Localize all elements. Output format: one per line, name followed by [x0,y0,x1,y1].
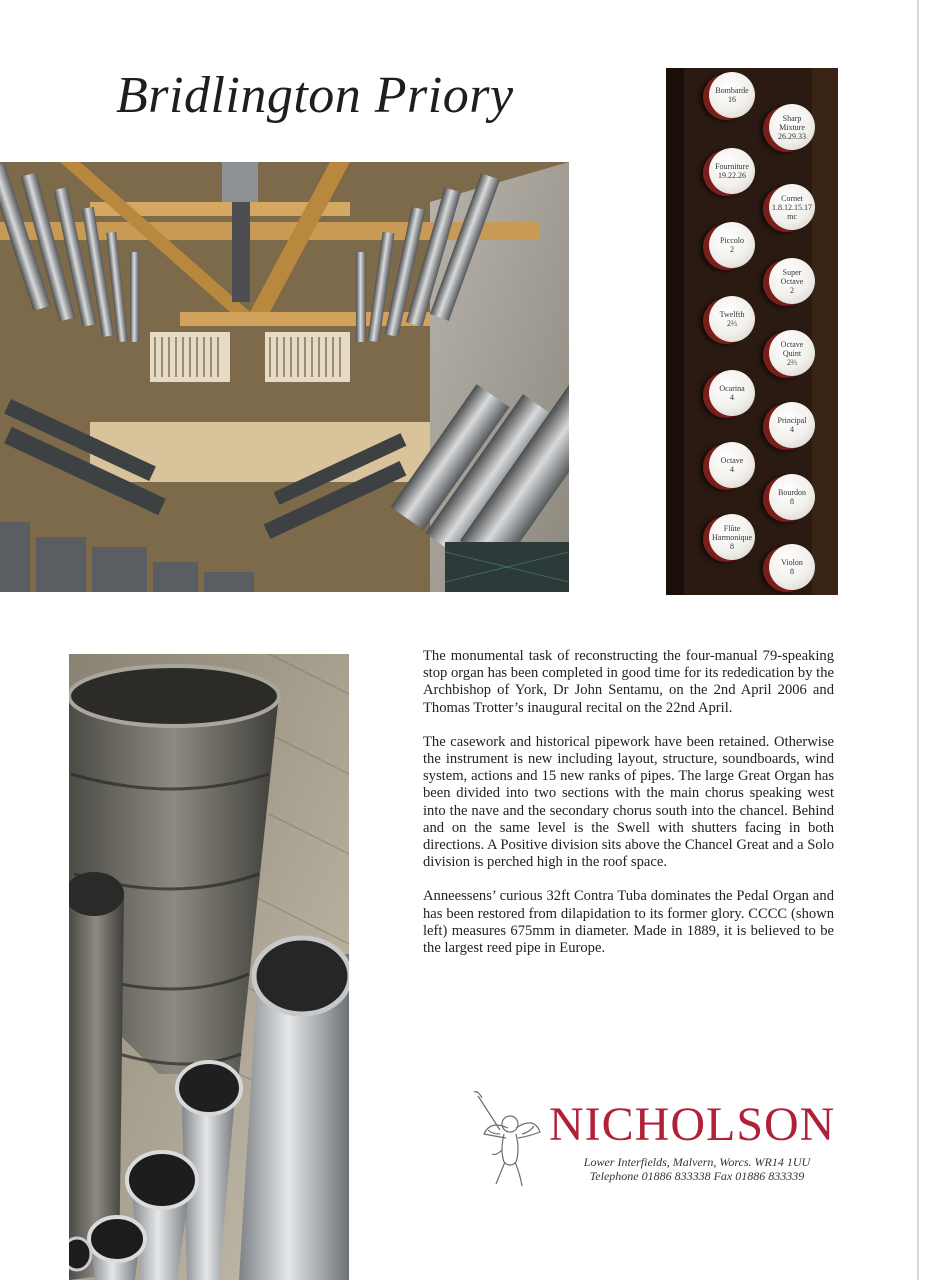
paragraph-3: Anneessens’ curious 32ft Contra Tuba dominates the Pedal Organ and has been restored from dilapidation to its former glory. CCCC (shown left) measures 675mm in diameter. Made in 1889, it is believed to be the largest reed pipe in Europe. [423,888,834,957]
contra-tuba-pipes-photo [69,654,349,1280]
paragraph-2: The casework and historical pipework have been retained. Otherwise the instrument is new including layout, structure, soundboards, wind system, actions and 15 new ranks of pipes. The large Great Organ has been divided into two sections with the main chorus speaking west into the nave and the secondary chorus south into the chancel. Behind and on the same level is the Swell with shutters facing in both directions. A Positive division sits above the Chancel Great and a Solo division is perched high in the roof space. [423,733,834,871]
stop-knob: Flûte Harmonique 8 [709,514,755,560]
stop-knob: Super Octave 2 [769,258,815,304]
phone-line: Telephone 01886 833338 Fax 01886 833339 [589,1169,805,1183]
article-body [423,648,834,974]
stop-knob: Octave 4 [709,442,755,488]
stop-knob: Cornet 1.8.12.15.17 mc [769,184,815,230]
nicholson-logo-text: NICHOLSON [549,1098,836,1151]
stop-knob: Bourdon 8 [769,474,815,520]
stop-knobs-photo [666,68,838,595]
stop-knob: Octave Quint 2⅔ [769,330,815,376]
company-address [562,1155,832,1183]
address-line: Lower Interfields, Malvern, Worcs. WR14 1UU [583,1155,811,1169]
page-edge [917,0,919,1280]
stop-knob: Principal 4 [769,402,815,448]
stop-knob: Bombarde 16 [709,72,755,118]
stop-knob: Twelfth 2⅔ [709,296,755,342]
stop-knob: Fourniture 19.22.26 [709,148,755,194]
stop-knob: Violon 8 [769,544,815,590]
page-title: Bridlington Priory [116,67,514,124]
cherub-logo-icon [470,1090,544,1190]
stop-knob: Ocarina 4 [709,370,755,416]
stop-jamb-edge [666,68,684,595]
stop-knob: Piccolo 2 [709,222,755,268]
stop-jamb-edge-right [812,68,838,595]
paragraph-1: The monumental task of reconstructing the four-manual 79-speaking stop organ has been completed in good time for its rededication by the Archbishop of York, Dr John Sentamu, on the 2nd April 2006 and Thomas Trotter’s inaugural recital on the 22nd April. [423,648,834,716]
organ-interior-photo [0,162,569,592]
stop-knob: Sharp Mixture 26.29.33 [769,104,815,150]
